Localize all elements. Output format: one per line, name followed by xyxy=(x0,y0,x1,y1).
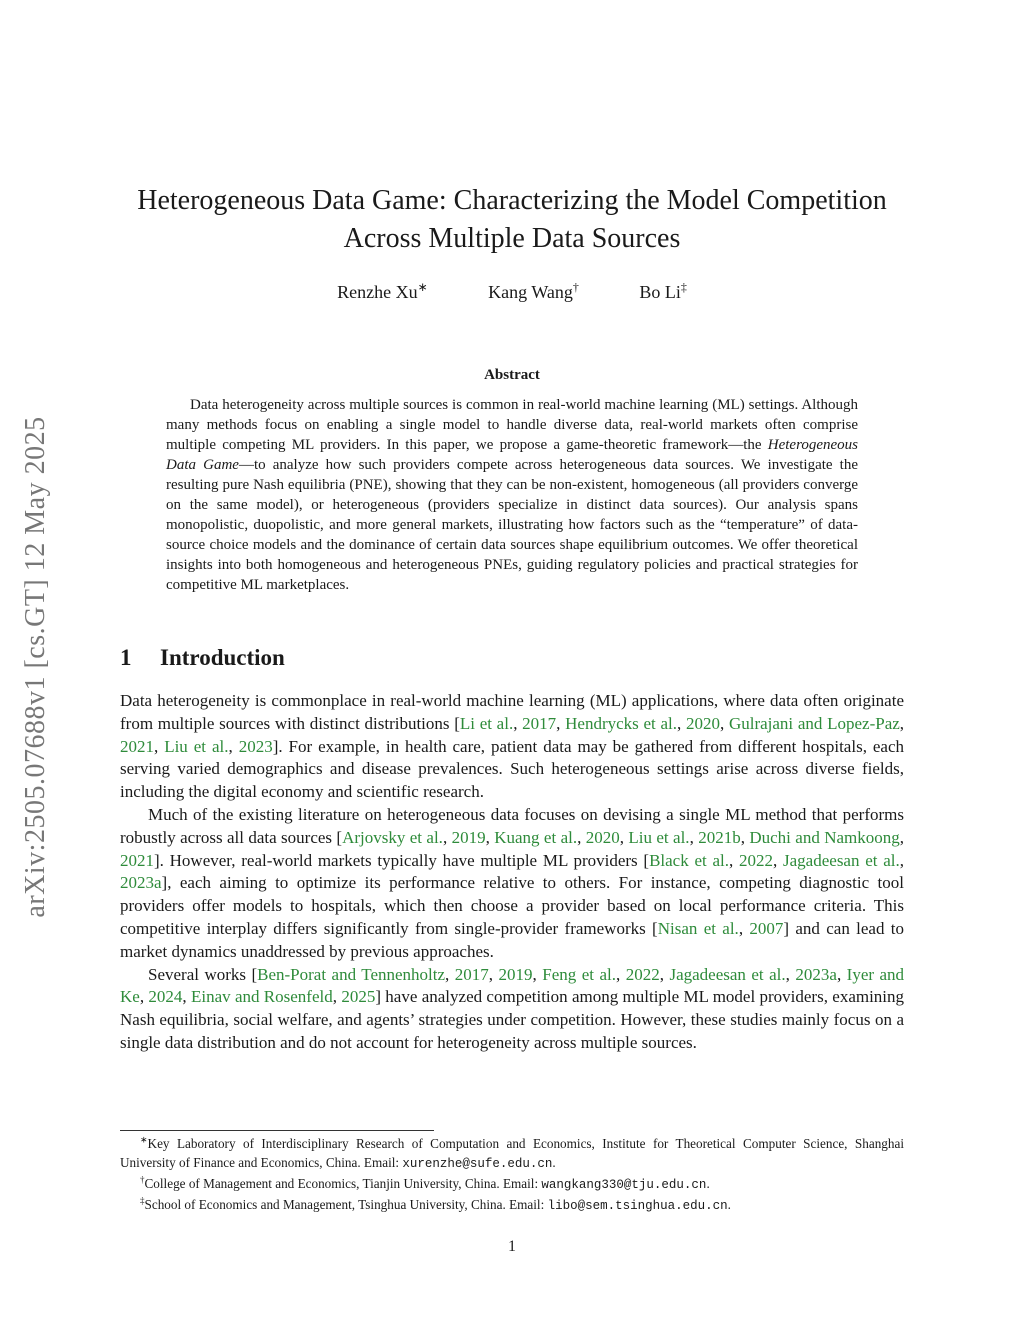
citation-link[interactable]: Liu et al. xyxy=(164,736,229,756)
section-number: 1 xyxy=(120,645,132,670)
paragraph-text: , xyxy=(485,827,495,847)
footnote-mark[interactable]: † xyxy=(572,280,579,294)
email-link[interactable]: xurenzhe@sufe.edu.cn xyxy=(402,1157,553,1171)
section-heading xyxy=(120,645,285,671)
paragraph-text: , xyxy=(556,713,566,733)
paragraph-text: , xyxy=(154,736,165,756)
abstract-text xyxy=(166,395,858,595)
paragraph-text: , xyxy=(773,850,784,870)
citation-link[interactable]: Ben-Porat and Tennenholtz xyxy=(257,964,446,984)
paper-title xyxy=(110,182,914,258)
citation-link[interactable]: Duchi and Namkoong xyxy=(749,827,900,847)
author-list xyxy=(0,282,1024,303)
citation-link[interactable]: Iyer and Ke xyxy=(120,964,905,1007)
paragraph-text: , xyxy=(836,964,847,984)
footnote-mark: ∗ xyxy=(140,1134,148,1145)
citation-link[interactable]: 2021 xyxy=(120,736,154,756)
author xyxy=(488,282,579,303)
footnote-mark: † xyxy=(140,1174,145,1185)
abstract-text-part: —to analyze how such providers compete across heterogeneous data sources. We investigate the resulting pure Nash equilibria (PNE), showing that they can be non-existent, homogeneous (all providers converge on the same model), or heterogeneous (providers specialize in distinct data sources). Our analysis spans monopolistic, duopolistic, and more general markets, illustrating how factors such as the “temperature” of data-source choice models and the dominance of certain data sources shape equilibrium outcomes. We offer theoretical insights into both homogeneous and heterogeneous PNEs, guiding regulatory policies and practical strategies for competitive ML marketplaces. xyxy=(166,457,858,593)
paragraph-text: , xyxy=(228,736,239,756)
paragraph-text: Several works [ xyxy=(148,964,258,984)
author xyxy=(639,282,687,303)
footnote-text: Key Laboratory of Interdisciplinary Research of Computation and Economics, Institute for Theoretical Computer Science, Shanghai University of Finance and Economics, China. Email: xyxy=(120,1136,904,1170)
footnote-end: . xyxy=(552,1155,556,1170)
footnote-divider xyxy=(120,1130,434,1131)
paragraph-text: , xyxy=(445,964,455,984)
footnote xyxy=(120,1134,904,1174)
citation-link[interactable]: Gulrajani and Lopez-Paz xyxy=(728,713,900,733)
citation-link[interactable]: 2024 xyxy=(148,987,183,1007)
body-text xyxy=(120,690,904,1055)
citation-link[interactable]: 2020 xyxy=(685,713,720,733)
title-line-2: Across Multiple Data Sources xyxy=(343,223,681,254)
paragraph-text: , xyxy=(615,964,626,984)
paragraph-text: , xyxy=(719,713,729,733)
citation-link[interactable]: 2020 xyxy=(585,827,620,847)
footnote-end: . xyxy=(706,1176,710,1191)
paragraph-text: , xyxy=(332,987,342,1007)
citation-link[interactable]: 2019 xyxy=(498,964,533,984)
arxiv-stamp xyxy=(8,372,64,962)
citation-link[interactable]: Liu et al. xyxy=(628,827,690,847)
citation-link[interactable]: 2021 xyxy=(120,850,154,870)
paragraph-text: , xyxy=(659,964,670,984)
abstract-heading: Abstract xyxy=(484,367,540,383)
abstract-emphasis: Heterogeneous Data Game xyxy=(166,437,858,473)
paragraph-text: ] and can lead to market dynamics unaddressed by previous approaches. xyxy=(120,918,905,961)
citation-link[interactable]: Feng et al. xyxy=(542,964,616,984)
paragraph-text: ] have analyzed competition among multiple ML model providers, examining Nash equilibria, social welfare, and agents’ strategies under competition. However, these studies mainly focus on a single data distribution and do not account for heterogeneity across multiple sources. xyxy=(120,987,905,1052)
paragraph-text: , xyxy=(899,713,905,733)
page-number: 1 xyxy=(508,1238,516,1255)
section-title: Introduction xyxy=(160,645,285,670)
paragraph-text: , xyxy=(139,987,149,1007)
author-name: Bo Li xyxy=(639,282,681,302)
paragraph-text: , xyxy=(677,713,686,733)
paragraph-text: , xyxy=(899,827,905,847)
paragraph-text: ]. For example, in health care, patient data may be gathered from different hospitals, each serving varied demographics and disease prevalences. Such heterogeneous settings arise across diverse fields, including the digital economy and scientific research. xyxy=(120,736,905,802)
citation-link[interactable]: 2022 xyxy=(739,850,774,870)
footnote xyxy=(120,1195,904,1216)
paragraph-text: Data heterogeneity is commonplace in real-world machine learning (ML) applications, where data often originate from multiple sources with distinct distributions [ xyxy=(120,691,904,733)
paragraph-text: , xyxy=(619,827,629,847)
author xyxy=(337,282,428,303)
citation-link[interactable]: 2022 xyxy=(625,964,660,984)
footnote-text: School of Economics and Management, Tsinghua University, China. Email: xyxy=(144,1197,548,1212)
paragraph-text: , xyxy=(899,850,905,870)
email-link[interactable]: libo@sem.tsinghua.edu.cn xyxy=(547,1199,728,1213)
footnote-text: College of Management and Economics, Tianjin University, China. Email: xyxy=(144,1176,542,1191)
citation-link[interactable]: Arjovsky et al. xyxy=(342,827,443,847)
paragraph-text: , xyxy=(182,987,191,1007)
arxiv-id[interactable]: arXiv:2505.07688v1 [cs.GT] 12 May 2025 xyxy=(20,416,51,918)
footnote-mark: ‡ xyxy=(140,1195,145,1206)
citation-link[interactable]: Hendrycks et al. xyxy=(565,713,677,733)
paragraph-text: , xyxy=(513,713,523,733)
paragraph-text: , xyxy=(442,827,452,847)
citation-link[interactable]: 2023 xyxy=(238,736,273,756)
citation-link[interactable]: Nisan et al. xyxy=(657,918,739,938)
paragraph-text: , xyxy=(532,964,543,984)
paragraph-text: , xyxy=(729,850,740,870)
citation-link[interactable]: 2019 xyxy=(451,827,486,847)
citation-link[interactable]: 2023a xyxy=(795,964,837,984)
citation-link[interactable]: 2017 xyxy=(522,713,557,733)
paragraph-text: , xyxy=(488,964,499,984)
footnote xyxy=(120,1174,904,1195)
paragraph-text: , xyxy=(577,827,586,847)
paragraph xyxy=(120,690,904,804)
citation-link[interactable]: Jagadeesan et al. xyxy=(783,850,900,870)
email-link[interactable]: wangkang330@tju.edu.cn xyxy=(541,1178,707,1192)
paragraph xyxy=(120,964,904,1055)
footnotes xyxy=(120,1134,904,1216)
paragraph-text: , xyxy=(689,827,699,847)
citation-link[interactable]: 2023a xyxy=(120,873,162,893)
title-line-1: Heterogeneous Data Game: Characterizing the Model Competition xyxy=(137,185,887,216)
author-name: Kang Wang xyxy=(488,282,573,302)
footnote-mark[interactable]: ‡ xyxy=(680,280,687,294)
citation-link[interactable]: 2021b xyxy=(698,827,741,847)
citation-link[interactable]: Kuang et al. xyxy=(494,827,578,847)
citation-link[interactable]: Li et al. xyxy=(459,713,514,733)
paragraph-text: , xyxy=(740,827,750,847)
abstract-text-part: Data heterogeneity across multiple sources is common in real-world machine learning (ML) settings. Although many methods focus on enabling a single model to handle diverse data, real-world markets often comprise multiple competing ML providers. In this paper, we propose a game-theoretic framework—the xyxy=(166,397,858,453)
citation-link[interactable]: 2007 xyxy=(749,918,784,938)
paragraph-text: ]. However, real-world markets typically have multiple ML providers [ xyxy=(154,850,650,870)
paragraph-text: Much of the existing literature on heterogeneous data focuses on devising a single ML method that performs robustly across all data sources [ xyxy=(120,804,904,847)
citation-link[interactable]: 2017 xyxy=(454,964,489,984)
footnote-mark[interactable]: ∗ xyxy=(417,280,428,294)
author-name: Renzhe Xu xyxy=(337,282,418,302)
citation-link[interactable]: Einav and Rosenfeld xyxy=(190,987,333,1007)
paragraph-text: ], each aiming to optimize its performance relative to others. For instance, competing diagnostic tool providers offer models to hospitals, which then choose a provider based on local performance criteria. This competitive interplay differs significantly from single-provider frameworks [ xyxy=(120,873,904,938)
paragraph xyxy=(120,804,904,964)
paragraph-text: , xyxy=(738,918,750,938)
paragraph-text: , xyxy=(785,964,796,984)
citation-link[interactable]: Black et al. xyxy=(649,850,730,870)
footnote-end: . xyxy=(727,1197,731,1212)
citation-link[interactable]: 2025 xyxy=(341,987,376,1007)
citation-link[interactable]: Jagadeesan et al. xyxy=(669,964,786,984)
